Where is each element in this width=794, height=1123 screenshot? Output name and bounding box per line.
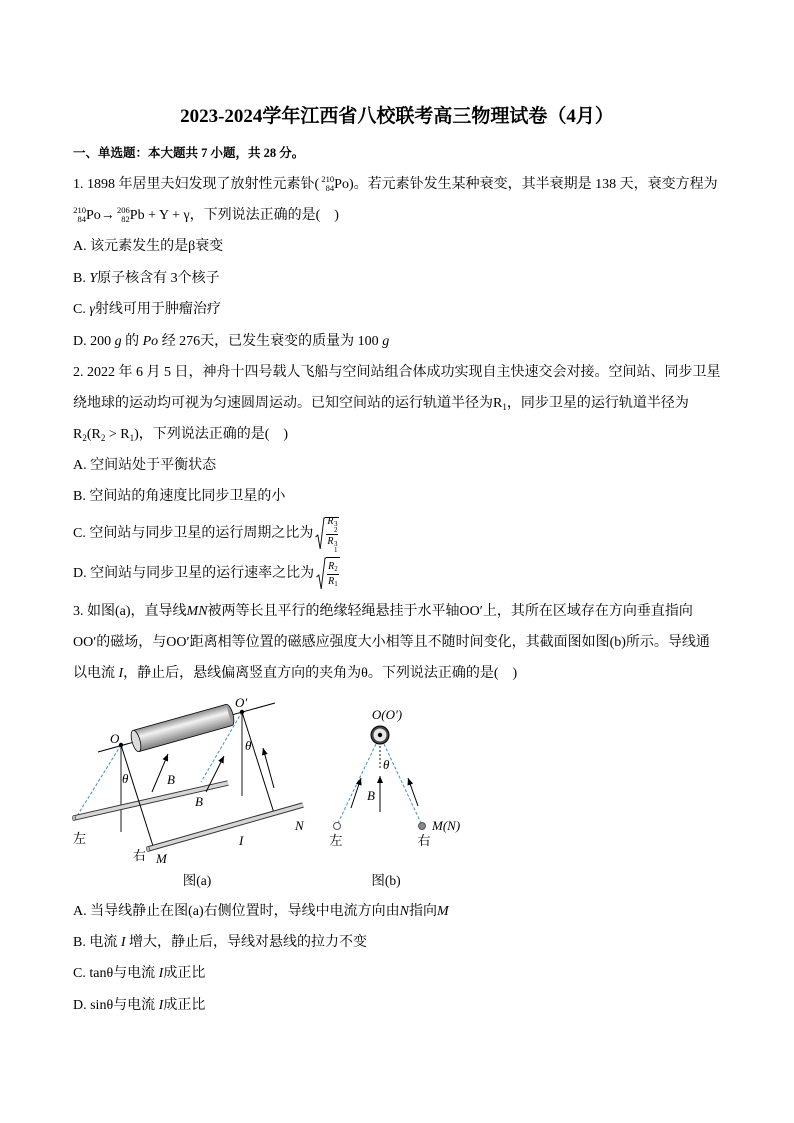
- sqrt-formula: [316, 557, 340, 591]
- option-symbol: g: [382, 334, 390, 349]
- left-thread-dashed: [77, 745, 121, 816]
- radical-sign-icon: [315, 517, 325, 551]
- label-left: 左: [73, 831, 87, 846]
- option-symbol: Y: [89, 271, 98, 286]
- option-symbol: N: [399, 904, 409, 919]
- magnetic-field-arrow: [152, 754, 168, 792]
- formula-base: R: [328, 560, 335, 572]
- figure-b-caption: 图(b): [371, 873, 401, 888]
- exam-title: 2023-2024学年江西省八校联考高三物理试卷（4月）: [180, 106, 614, 127]
- q2-stem-text: 绕地球的运动均可视为匀速圆周运动。已知空间站的运行轨道半径为R: [73, 396, 503, 411]
- label-o: O: [110, 731, 120, 746]
- option-text: D. 200: [73, 334, 115, 349]
- q1-stem-text: 1. 1898 年居里夫妇发现了放射性元素钋(: [73, 177, 320, 192]
- wire-right-position: [419, 823, 426, 830]
- q2-stem-line-2: [73, 394, 689, 414]
- axis-cross-section: [371, 726, 389, 744]
- option-text: A. 该元素发生的是β衰变: [73, 239, 224, 254]
- q2-stem-line-3: [73, 425, 288, 445]
- sqrt-formula: [315, 515, 339, 554]
- label-theta: θ: [245, 738, 252, 753]
- subscript: 1: [129, 433, 135, 443]
- q2-stem-text: R: [73, 427, 83, 442]
- label-m: M: [156, 851, 167, 866]
- mass-number: 206: [117, 205, 130, 215]
- label-current-i: I: [239, 833, 244, 848]
- magnetic-field-arrow: [408, 778, 418, 806]
- option-symbol: γ: [89, 302, 95, 317]
- option-symbol: I: [158, 998, 164, 1013]
- formula-sup: 3: [333, 519, 338, 528]
- fraction: [327, 561, 339, 588]
- left-thread-dashed: [338, 744, 376, 823]
- label-b: B: [367, 788, 375, 803]
- formula-sub: 1: [334, 579, 338, 588]
- option-symbol: g: [114, 334, 122, 349]
- element-symbol: Po: [334, 177, 349, 192]
- option-text: C. 空间站与同步卫星的运行周期之比为: [73, 526, 314, 541]
- reaction-arrow: →: [100, 208, 115, 223]
- q1-option-d: [73, 332, 389, 352]
- element-symbol: Pb: [129, 208, 145, 223]
- q3-stem-line-3: [73, 664, 517, 684]
- fraction-denominator: [327, 575, 339, 588]
- label-b: B: [167, 772, 175, 787]
- q2-option-a: [73, 456, 216, 476]
- option-text: 成正比: [163, 966, 206, 981]
- fraction: [326, 516, 338, 553]
- q3-stem-line-2: [73, 633, 710, 653]
- fraction-denominator: [326, 535, 338, 553]
- atomic-number: 84: [77, 214, 86, 224]
- q3-stem-line-1: [73, 602, 693, 622]
- option-symbol: I: [158, 966, 164, 981]
- option-text: 指向: [409, 904, 437, 919]
- wire-mn: [146, 805, 303, 852]
- label-right: 右: [417, 833, 431, 848]
- q2-option-d: [73, 554, 340, 594]
- magnet-cylinder: [129, 703, 236, 752]
- figure-a-diagram: [60, 692, 320, 872]
- option-text: 成正比: [163, 998, 206, 1013]
- q1-stem-line-1: [73, 175, 718, 195]
- formula-sub: 2: [334, 564, 338, 573]
- q2-stem-line-1: [73, 363, 721, 383]
- option-text: B.: [73, 271, 90, 286]
- formula-sub: 2: [333, 525, 338, 534]
- formula-base: R: [327, 515, 334, 527]
- q2-stem-text: 2. 2022 年 6 月 5 日，神舟十四号载人飞船与空间站组合体成功实现自主快速交会对接。空间站、同步卫星: [73, 365, 721, 380]
- q2-stem-text: (R: [86, 427, 101, 442]
- option-text: D. 空间站与同步卫星的运行速率之比为: [73, 566, 315, 581]
- formula-base: R: [327, 535, 334, 547]
- subscript: 2: [100, 433, 106, 443]
- nuclide-prescript: [117, 205, 130, 224]
- option-text: 射线可用于肿瘤治疗: [94, 302, 221, 317]
- label-n: N: [295, 818, 304, 833]
- figure-a-caption: 图(a): [182, 873, 212, 888]
- subscript: 1: [502, 402, 507, 412]
- option-symbol: M: [437, 904, 449, 919]
- label-o-prime: O′: [235, 695, 248, 710]
- option-symbol: I: [120, 935, 126, 950]
- magnetic-field-arrow: [351, 778, 361, 808]
- option-text: C.: [73, 302, 90, 317]
- q3-stem-text: ，静止后，悬线偏离竖直方向的夹角为θ。下列说法正确的是( ): [123, 666, 518, 681]
- pivot-point-o: [119, 743, 123, 747]
- q3-stem-text: 以电流: [73, 666, 119, 681]
- element-symbol: Po: [86, 208, 101, 223]
- pivot-point-o-prime: [240, 710, 244, 714]
- q2-stem-text: ，同步卫星的运行轨道半径为: [506, 396, 689, 411]
- fraction-numerator: [327, 561, 339, 575]
- q1-option-a: [73, 237, 223, 257]
- q2-stem-text: > R: [105, 427, 130, 442]
- q1-stem-text: + Y + γ，下列说法正确的是( ): [144, 208, 339, 223]
- q2-stem-text: )，下列说法正确的是( ): [134, 427, 289, 442]
- label-wire-mn: M(N): [432, 818, 461, 833]
- q3-option-b: [73, 933, 367, 953]
- q2-option-b: [73, 487, 285, 507]
- option-text: C. tanθ与电流: [73, 966, 159, 981]
- q3-option-a: [73, 902, 449, 922]
- option-text: 增大，静止后，导线对悬线的拉力不变: [125, 935, 368, 950]
- formula-base: R: [328, 575, 335, 587]
- option-text: A. 空间站处于平衡状态: [73, 458, 217, 473]
- option-symbol: Po: [142, 334, 159, 349]
- subscript: 2: [82, 433, 87, 443]
- label-theta: θ: [383, 757, 390, 772]
- right-thread-dashed: [384, 744, 421, 823]
- current-symbol: I: [118, 666, 124, 681]
- right-thread: [121, 745, 153, 846]
- q3-stem-text: OO′的磁场，与OO′距离相等位置的磁感应强度大小相等且不随时间变化，其截面图如图(b)所示。导线通: [73, 635, 710, 650]
- nuclide-prescript: [73, 205, 86, 224]
- option-text: 经 276天，已发生衰变的质量为 100: [158, 334, 383, 349]
- q2-option-c: [73, 514, 339, 554]
- option-text: 的: [121, 334, 143, 349]
- label-pivot: O(O′): [371, 707, 403, 722]
- formula-sup: 3: [333, 539, 338, 548]
- wire-left-position: [334, 823, 341, 830]
- mass-number: 210: [73, 205, 86, 215]
- q1-stem-line-2: [73, 206, 339, 226]
- option-text: B. 电流: [73, 935, 121, 950]
- mass-number: 210: [321, 174, 335, 184]
- label-left: 左: [329, 833, 343, 848]
- nuclide-prescript: [321, 174, 335, 193]
- formula-sub: 1: [333, 545, 338, 554]
- right-thread: [242, 712, 274, 813]
- section-header: 一、单选题：本大题共 7 小题，共 28 分。: [73, 146, 305, 160]
- label-b: B: [195, 794, 203, 809]
- figure-b-diagram: [320, 692, 490, 852]
- option-text: A. 当导线静止在图(a)右侧位置时，导线中电流方向由: [73, 904, 400, 919]
- q3-stem-text: 被两等长且平行的绝缘轻绳悬挂于水平轴OO′上，其所在区域存在方向垂直指向: [207, 604, 693, 619]
- q3-option-d: [73, 996, 205, 1016]
- atomic-number: 82: [121, 214, 130, 224]
- fraction-numerator: [326, 516, 338, 535]
- atomic-number: 84: [325, 183, 335, 193]
- left-position-wire: [72, 783, 228, 821]
- q1-option-b: [73, 269, 220, 289]
- q3-stem-text: 3. 如图(a)，直导线: [73, 604, 187, 619]
- option-text: 原子核含有 3个核子: [97, 271, 220, 286]
- radical-sign-icon: [316, 557, 326, 591]
- label-theta: θ: [122, 771, 129, 786]
- q3-option-c: [73, 964, 205, 984]
- option-text: D. sinθ与电流: [73, 998, 159, 1013]
- q1-option-c: [73, 300, 221, 320]
- label-right: 右: [133, 848, 147, 863]
- wire-symbol: MN: [186, 604, 208, 619]
- option-text: B. 空间站的角速度比同步卫星的小: [73, 489, 286, 504]
- q1-stem-text: )。若元素钋发生某种衰变，其半衰期是 138 天，衰变方程为: [348, 177, 718, 192]
